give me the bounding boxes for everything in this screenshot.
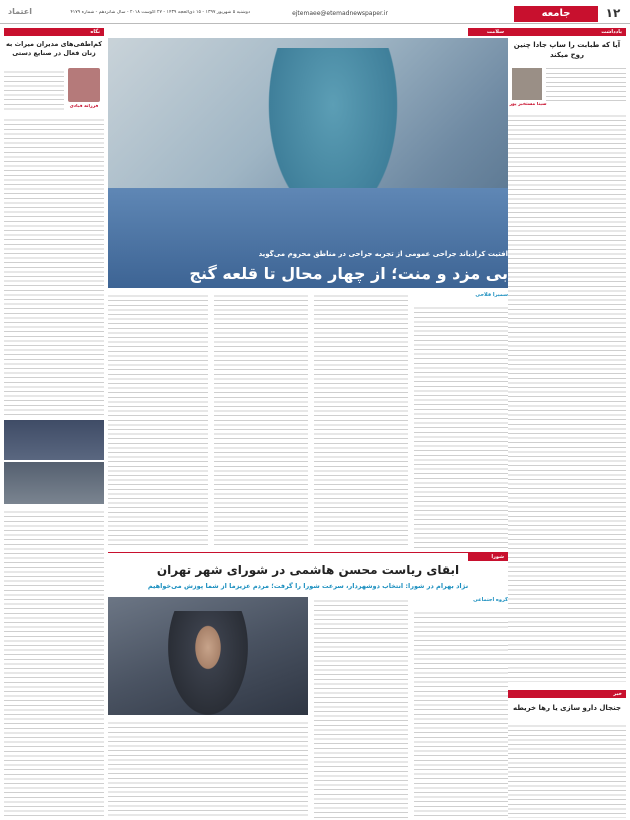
bottom-article [108,552,508,818]
main-body-col-1 [414,304,508,548]
bottom-tag: شورا [468,553,508,561]
right-column [508,28,626,818]
logo: اعتماد [8,7,32,16]
left-author: فرزانه قبادی [69,104,99,109]
section-title: جامعه [514,6,598,22]
left-column [4,28,104,818]
left-photo-1 [4,420,104,460]
left-title: کم‌اطفی‌های مدیران میراث به زنان فعال در صنایع دستی [5,40,103,57]
right-author: سینا مستخبر پور [509,102,547,107]
headline-kicker: آفتیت کرادیاند جراحی عمومی از تجربه جراحی در مناطق محروم می‌گوید [258,250,508,258]
main-article [108,28,508,548]
bottom-column-tag: گروه اجتماعی [473,597,508,603]
left-photo-2 [4,462,104,504]
left-author-photo [68,68,100,102]
email: ejtemaee@etemadnewspaper.ir [292,10,388,17]
right-body-3 [508,722,626,818]
right-body [546,68,626,104]
dateline: دوشنبه ۵ شهریور ۱۳۹۷ - ۱۵ ذی‌الحجه ۱۴۳۹ - ۲۷ آگوست ۲۰۱۸ - سال شانزدهم - شماره ۴۱۷۹ [70,10,250,15]
main-body-col-3 [214,292,308,548]
right-body-2 [508,112,626,682]
bottom-body-1 [414,609,508,818]
bottom-body-2 [314,597,408,818]
main-headline: بی مزد و منت؛ از چهار محال تا قلعه گنج [189,264,508,283]
left-body-2 [4,116,104,418]
right-title-2: جنجال دارو سازی یا رها خریطه [512,704,622,712]
author-photo [512,68,542,100]
bottom-headline: ابقای ریاست محسن هاشمی در شورای شهر تهران [156,563,460,577]
speaker-figure [168,611,248,715]
main-body-col-4 [108,292,208,548]
right-title: آیا که طبابت را ساپ جادا چنین روح میکند [513,41,621,59]
header-bar [0,4,630,24]
main-column-tag: سمیرا فلاحی [475,292,508,298]
left-tag: نگاه [4,28,104,36]
right-tag: یادداشت [508,28,626,36]
bottom-photo [108,597,308,715]
left-body-1 [4,68,64,112]
main-body-col-2 [314,292,408,548]
bottom-body-3 [108,719,308,818]
main-tag: سلامت [468,28,508,36]
bottom-subheadline: نژاد بهرام در شورا: انتخاب دوشهردار، سرعت شورا را گرفت؛ مردم عزیزما از شما پوزش می‌خواهیم [147,582,469,590]
right-tag-2: خبر [508,690,626,698]
left-body-3 [4,508,104,818]
page-number: ۱۲ [605,6,621,20]
